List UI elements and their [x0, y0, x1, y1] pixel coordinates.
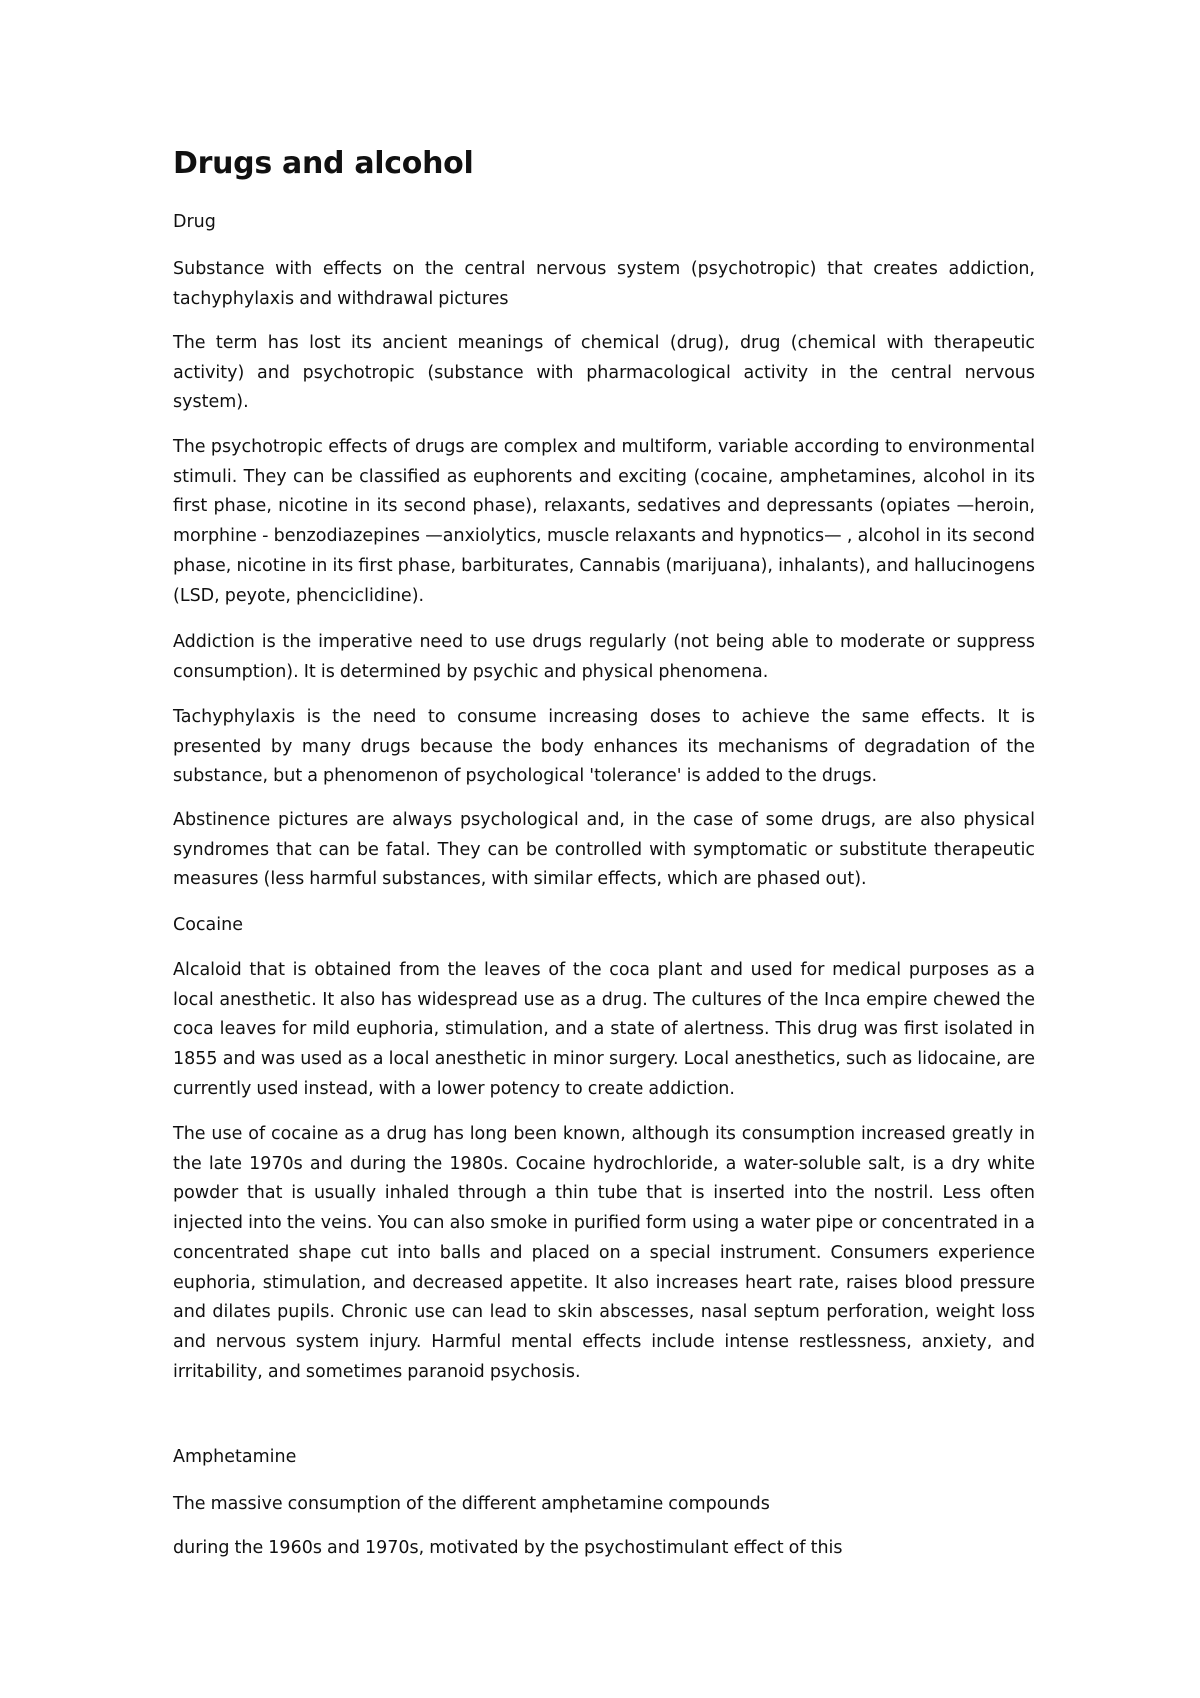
paragraph-amphetamine-line1: The massive consumption of the different amphetamine compounds [173, 1494, 770, 1514]
paragraph-psychotropic-effects: The psychotropic effects of drugs are complex and multiform, variable according to environmental stimuli. They can be classified as euphorents and exciting (cocaine, amphetamines, alcohol in its first phase, nicotine in its second phase), relaxants, sedatives and depressants (opiates —heroin, morphine - benzodiazepines —anxiolytics, muscle relaxants and hypnotics— , alcohol in its second phase, nicotine in its first phase, barbiturates, Cannabis (marijuana), inhalants), and hallucinogens (LSD, peyote, phenciclidine). [173, 437, 1035, 606]
paragraph-drug-definition: Substance with effects on the central nervous system (psychotropic) that creates addiction, tachyphylaxis and withdrawal pictures [173, 259, 1035, 309]
section-heading-amphetamine: Amphetamine [173, 1447, 297, 1467]
paragraph-addiction: Addiction is the imperative need to use drugs regularly (not being able to moderate or suppress consumption). It is determined by psychic and physical phenomena. [173, 632, 1035, 682]
document-title: Drugs and alcohol [173, 146, 474, 181]
paragraph-cocaine-use: The use of cocaine as a drug has long been known, although its consumption increased greatly in the late 1970s and during the 1980s. Cocaine hydrochloride, a water-soluble salt, is a dry white powder that is usually inhaled through a thin tube that is inserted into the nostril. Less often injected into the veins. You can also smoke in purified form using a water pipe or concentrated in a concentrated shape cut into balls and placed on a special instrument. Consumers experience euphoria, stimulation, and decreased appetite. It also increases heart rate, raises blood pressure and dilates pupils. Chronic use can lead to skin abscesses, nasal septum perforation, weight loss and nervous system injury. Harmful mental effects include intense restlessness, anxiety, and irritability, and sometimes paranoid psychosis. [173, 1124, 1035, 1382]
section-heading-cocaine: Cocaine [173, 915, 243, 935]
paragraph-cocaine-alcaloid: Alcaloid that is obtained from the leaves of the coca plant and used for medical purposes as a local anesthetic. It also has widespread use as a drug. The cultures of the Inca empire chewed the coca leaves for mild euphoria, stimulation, and a state of alertness. This drug was first isolated in 1855 and was used as a local anesthetic in minor surgery. Local anesthetics, such as lidocaine, are currently used instead, with a lower potency to create addiction. [173, 960, 1035, 1099]
paragraph-amphetamine-line2: during the 1960s and 1970s, motivated by the psychostimulant effect of this [173, 1538, 843, 1558]
paragraph-tachyphylaxis: Tachyphylaxis is the need to consume increasing doses to achieve the same effects. It is presented by many drugs because the body enhances its mechanisms of degradation of the substance, but a phenomenon of psychological 'tolerance' is added to the drugs. [173, 707, 1035, 787]
section-heading-drug: Drug [173, 212, 216, 232]
paragraph-abstinence: Abstinence pictures are always psychological and, in the case of some drugs, are also physical syndromes that can be fatal. They can be controlled with symptomatic or substitute therapeutic measures (less harmful substances, with similar effects, which are phased out). [173, 810, 1035, 890]
paragraph-drug-term: The term has lost its ancient meanings of chemical (drug), drug (chemical with therapeutic activity) and psychotropic (substance with pharmacological activity in the central nervous system). [173, 333, 1035, 413]
